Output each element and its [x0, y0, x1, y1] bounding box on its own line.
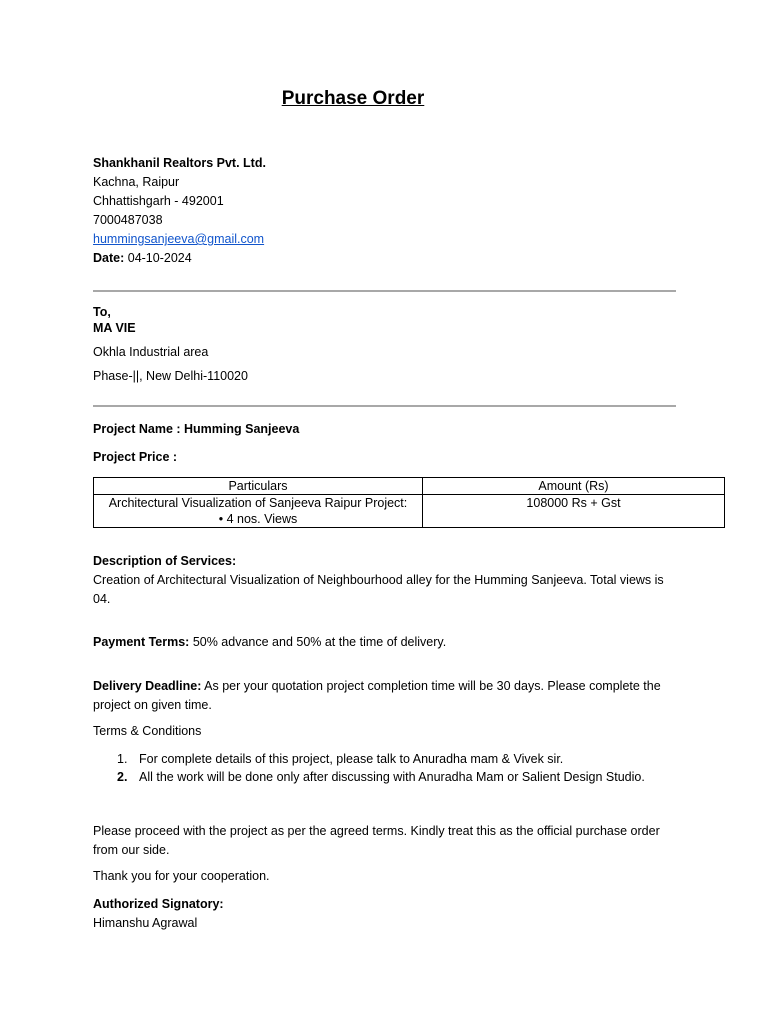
sender-address-line2: Chhattishgarh - 492001 — [93, 194, 224, 208]
term-text: For complete details of this project, please talk to Anuradha mam & Vivek sir. — [139, 752, 564, 766]
recipient-address-line1: Okhla Industrial area — [93, 345, 209, 359]
payment-label: Payment Terms: — [93, 635, 190, 649]
header-particulars: Particulars — [94, 478, 423, 495]
table-header-row — [94, 478, 725, 495]
term-number: 1. — [117, 752, 128, 766]
delivery-text: As per your quotation project completion time will be 30 days. Please complete the project on given time. — [93, 679, 661, 712]
header-amount: Amount (Rs) — [423, 478, 725, 495]
term-text: All the work will be done only after discussing with Anuradha Mam or Salient Design Studio. — [139, 770, 645, 784]
delivery-section — [93, 677, 683, 715]
payment-section — [93, 633, 683, 652]
recipient-name: MA VIE — [93, 321, 136, 335]
sender-company: Shankhanil Realtors Pvt. Ltd. — [93, 156, 266, 170]
signatory-section — [93, 895, 683, 933]
term-number: 2. — [117, 770, 128, 784]
cell-particulars — [94, 495, 423, 528]
sender-phone: 7000487038 — [93, 213, 163, 227]
price-table — [93, 477, 725, 528]
date-value: 04-10-2024 — [124, 251, 192, 265]
sender-block — [93, 154, 693, 268]
project-price: Project Price : — [93, 450, 178, 464]
date-label: Date: — [93, 251, 125, 265]
description-section — [93, 552, 683, 609]
particular-line1: Architectural Visualization of Sanjeeva Raipur Project: — [108, 496, 408, 510]
project-name: Project Name : Humming Sanjeeva — [93, 422, 300, 436]
list-item — [93, 768, 703, 786]
closing-thanks: Thank you for your cooperation. — [93, 869, 270, 883]
page-title: Purchase Order — [281, 88, 425, 109]
description-text: Creation of Architectural Visualization of Neighbourhood alley for the Humming Sanjeeva. Total views is 04. — [93, 573, 664, 606]
closing-proceed: Please proceed with the project as per the agreed terms. Kindly treat this as the official purchase order from our side. — [93, 824, 660, 857]
signatory-label: Authorized Signatory: — [93, 897, 224, 911]
terms-heading: Terms & Conditions — [93, 724, 202, 738]
divider-top — [93, 290, 676, 292]
list-item — [93, 750, 703, 768]
signatory-name: Himanshu Agrawal — [93, 916, 198, 930]
sender-email-link[interactable]: hummingsanjeeva@gmail.com — [93, 232, 265, 246]
cell-amount: 108000 Rs + Gst — [423, 495, 725, 528]
sender-address-line1: Kachna, Raipur — [93, 175, 180, 189]
recipient-block — [93, 304, 693, 388]
particular-line2: • 4 nos. Views — [218, 512, 298, 526]
terms-list — [93, 750, 703, 786]
payment-text: 50% advance and 50% at the time of delivery. — [189, 635, 447, 649]
divider-bottom — [93, 405, 676, 407]
recipient-address-line2: Phase-||, New Delhi-110020 — [93, 369, 248, 383]
delivery-label: Delivery Deadline: — [93, 679, 202, 693]
date-line — [93, 249, 693, 268]
table-row — [94, 495, 725, 528]
description-label: Description of Services: — [93, 554, 237, 568]
to-label: To, — [93, 305, 111, 319]
